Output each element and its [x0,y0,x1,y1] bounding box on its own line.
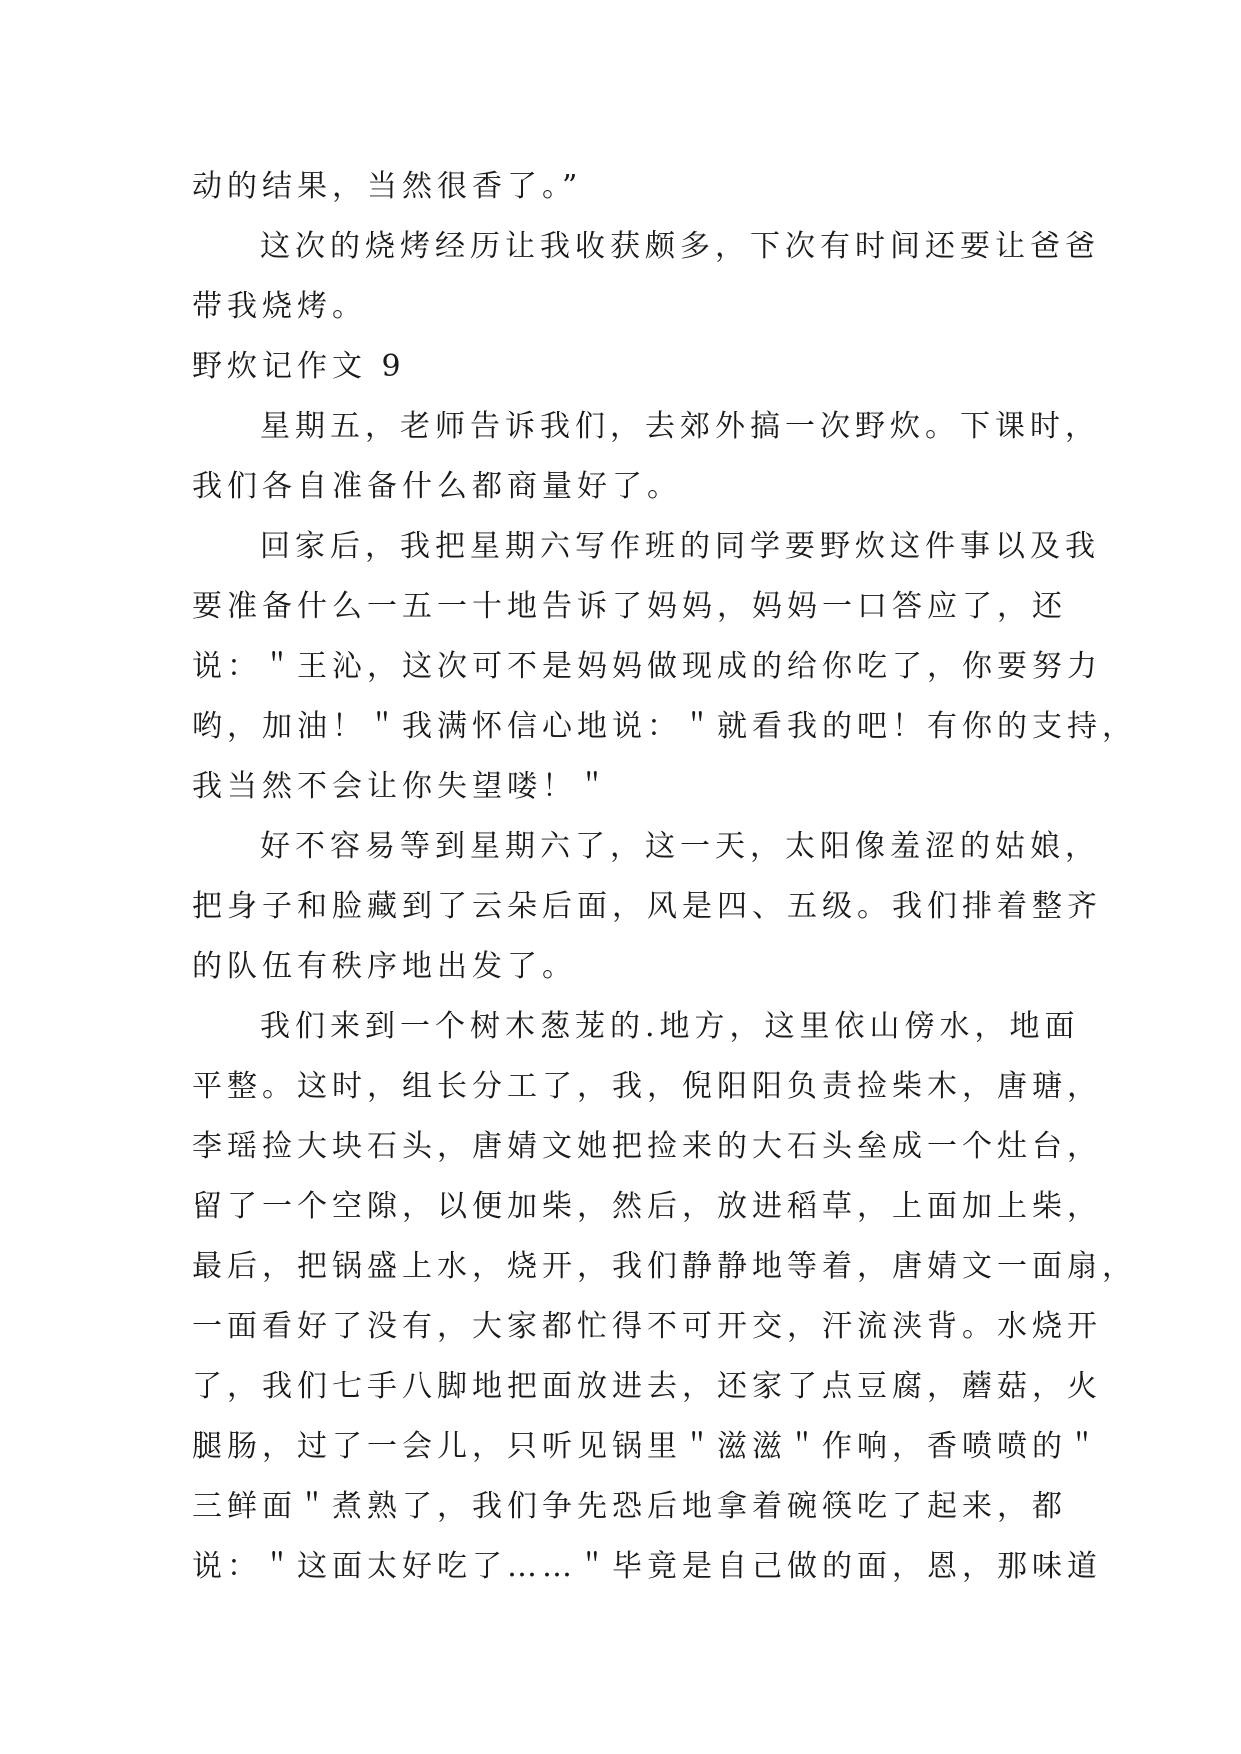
text-line: 了，我们七手八脚地把面放进去，还家了点豆腐，蘑菇，火 [192,1369,1102,1404]
text-line: 带我烧烤。 [192,289,367,324]
essay-title: 野炊记作文 9 [192,349,406,384]
text-line: 我当然不会让你失望喽！＂ [192,769,612,804]
text-line: 的队伍有秩序地出发了。 [192,949,577,984]
text-line: 我们各自准备什么都商量好了。 [192,469,682,504]
text-line: 最后，把锅盛上水，烧开，我们静静地等着，唐婧文一面扇， [192,1249,1137,1284]
text-line: 我们来到一个树木葱茏的.地方，这里依山傍水，地面 [260,1009,1080,1044]
text-line: 要准备什么一五一十地告诉了妈妈，妈妈一口答应了，还 [192,589,1067,624]
text-line: 三鲜面＂煮熟了，我们争先恐后地拿着碗筷吃了起来，都 [192,1489,1067,1524]
body-text [192,157,1137,1597]
text-line: 李瑶捡大块石头，唐婧文她把捡来的大石头垒成一个灶台， [192,1129,1102,1164]
text-line: 回家后，我把星期六写作班的同学要野炊这件事以及我 [260,529,1100,564]
text-line: 留了一个空隙，以便加柴，然后，放进稻草，上面加上柴， [192,1189,1102,1224]
text-line: 说：＂这面太好吃了……＂毕竟是自己做的面，恩，那味道 [192,1549,1102,1584]
text-line: 说：＂王沁，这次可不是妈妈做现成的给你吃了，你要努力 [192,649,1102,684]
text-line: 腿肠，过了一会儿，只听见锅里＂滋滋＂作响，香喷喷的＂ [192,1429,1102,1464]
text-line: 好不容易等到星期六了，这一天，太阳像羞涩的姑娘， [260,829,1100,864]
text-line: 哟，加油！＂我满怀信心地说：＂就看我的吧！有你的支持， [192,709,1137,744]
text-line: 动的结果，当然很香了。” [192,169,583,204]
text-line: 一面看好了没有，大家都忙得不可开交，汗流浃背。水烧开 [192,1309,1102,1344]
text-line: 把身子和脸藏到了云朵后面，风是四、五级。我们排着整齐 [192,889,1102,924]
text-line: 星期五，老师告诉我们，去郊外搞一次野炊。下课时， [260,409,1100,444]
text-line: 这次的烧烤经历让我收获颇多，下次有时间还要让爸爸 [260,229,1100,264]
text-line: 平整。这时，组长分工了，我，倪阳阳负责捡柴木，唐瑭， [192,1069,1102,1104]
